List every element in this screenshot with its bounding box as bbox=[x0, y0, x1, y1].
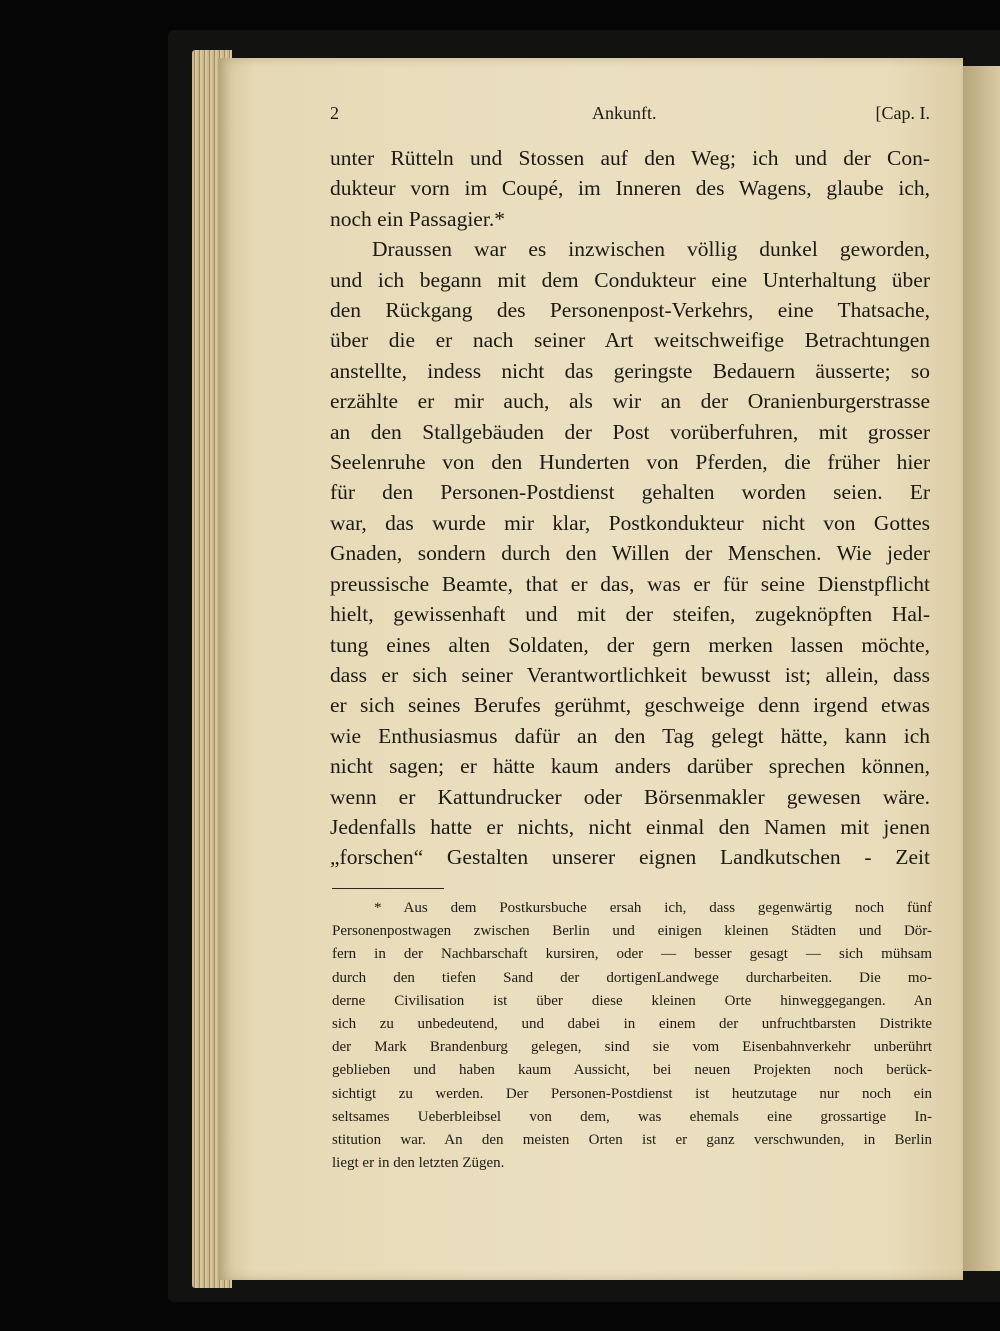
text-line: über die er nach seiner Art weitschweifige Betrachtungen bbox=[330, 328, 930, 353]
footnote-line: sich zu unbedeutend, und dabei in einem der unfruchtbarsten Distrikte bbox=[332, 1016, 932, 1033]
footnote-line: geblieben und haben kaum Aussicht, bei neuen Projekten noch berück- bbox=[332, 1062, 932, 1079]
text-line: Seelenruhe von den Hunderten von Pferden, die früher hier bbox=[330, 450, 930, 475]
text-line: Gnaden, sondern durch den Willen der Menschen. Wie jeder bbox=[330, 541, 930, 566]
text-line: anstellte, indess nicht das geringste Bedauern äusserte; so bbox=[330, 358, 930, 383]
footnote-line: sichtigt zu werden. Der Personen-Postdienst ist heutzutage nur noch ein bbox=[332, 1085, 932, 1102]
text-line: nicht sagen; er hätte kaum anders darüber sprechen können, bbox=[330, 754, 930, 779]
text-line: Jedenfalls hatte er nichts, nicht einmal den Namen mit jenen bbox=[330, 814, 930, 839]
text-line: den Rückgang des Personenpost-Verkehrs, eine Thatsache, bbox=[330, 298, 930, 323]
page-header bbox=[330, 100, 930, 130]
footnote-line: Personenpostwagen zwischen Berlin und einigen kleinen Städten und Dör- bbox=[332, 923, 932, 940]
main-text bbox=[330, 143, 930, 873]
text-line: war, das wurde mir klar, Postkondukteur nicht von Gottes bbox=[330, 510, 930, 535]
footnote-line: durch den tiefen Sand der dortigenLandwege durcharbeiten. Die mo- bbox=[332, 969, 932, 986]
text-line: Draussen war es inzwischen völlig dunkel geworden, bbox=[372, 237, 930, 262]
text-line: wenn er Kattundrucker oder Börsenmakler gewesen wäre. bbox=[330, 784, 930, 809]
page-number: 2 bbox=[330, 103, 339, 123]
text-line: für den Personen-Postdienst gehalten worden seien. Er bbox=[330, 480, 930, 505]
facing-page-edge bbox=[963, 66, 1000, 1271]
footnote-line: fern in der Nachbarschaft kursiren, oder — besser gesagt — sich mühsam bbox=[332, 946, 932, 963]
running-title: Ankunft. bbox=[592, 103, 657, 123]
text-line: „forschen“ Gestalten unserer eignen Landkutschen - Zeit bbox=[330, 845, 930, 870]
text-line: hielt, gewissenhaft und mit der steifen, zugeknöpften Hal- bbox=[330, 602, 930, 627]
footnote-line: seltsames Ueberbleibsel von dem, was ehemals eine grossartige In- bbox=[332, 1108, 932, 1125]
text-line: dass er sich seiner Verantwortlichkeit bewusst ist; allein, dass bbox=[330, 662, 930, 687]
text-line: dukteur vorn im Coupé, im Inneren des Wagens, glaube ich, bbox=[330, 176, 930, 201]
text-line: und ich begann mit dem Condukteur eine Unterhaltung über bbox=[330, 267, 930, 292]
text-line: erzählte er mir auch, als wir an der Oranienburgerstrasse bbox=[330, 389, 930, 414]
text-line: unter Rütteln und Stossen auf den Weg; ich und der Con- bbox=[330, 146, 930, 170]
text-line: noch ein Passagier.* bbox=[330, 206, 505, 231]
chapter-label: [Cap. I. bbox=[875, 103, 930, 123]
footnote-divider bbox=[332, 888, 444, 889]
text-line: preussische Beamte, that er das, was er für seine Dienstpflicht bbox=[330, 571, 930, 596]
footnote-line: derne Civilisation ist über diese kleinen Orte hinweggegangen. An bbox=[332, 992, 932, 1009]
text-line: er sich seines Berufes gerühmt, geschweige denn irgend etwas bbox=[330, 693, 930, 718]
text-line: wie Enthusiasmus dafür an den Tag gelegt hätte, kann ich bbox=[330, 723, 930, 748]
text-line: an den Stallgebäuden der Post vorüberfuhren, mit grosser bbox=[330, 419, 930, 444]
footnote-line: stitution war. An den meisten Orten ist er ganz verschwunden, in Berlin bbox=[332, 1132, 932, 1149]
footnote-line: der Mark Brandenburg gelegen, sind sie vom Eisenbahnverkehr unberührt bbox=[332, 1039, 932, 1056]
footnote-line: liegt er in den letzten Zügen. bbox=[332, 1155, 505, 1172]
footnote-line: * Aus dem Postkursbuche ersah ich, dass gegenwärtig noch fünf bbox=[374, 900, 932, 916]
footnote bbox=[332, 897, 932, 1175]
text-line: tung eines alten Soldaten, der gern merken lassen möchte, bbox=[330, 632, 930, 657]
